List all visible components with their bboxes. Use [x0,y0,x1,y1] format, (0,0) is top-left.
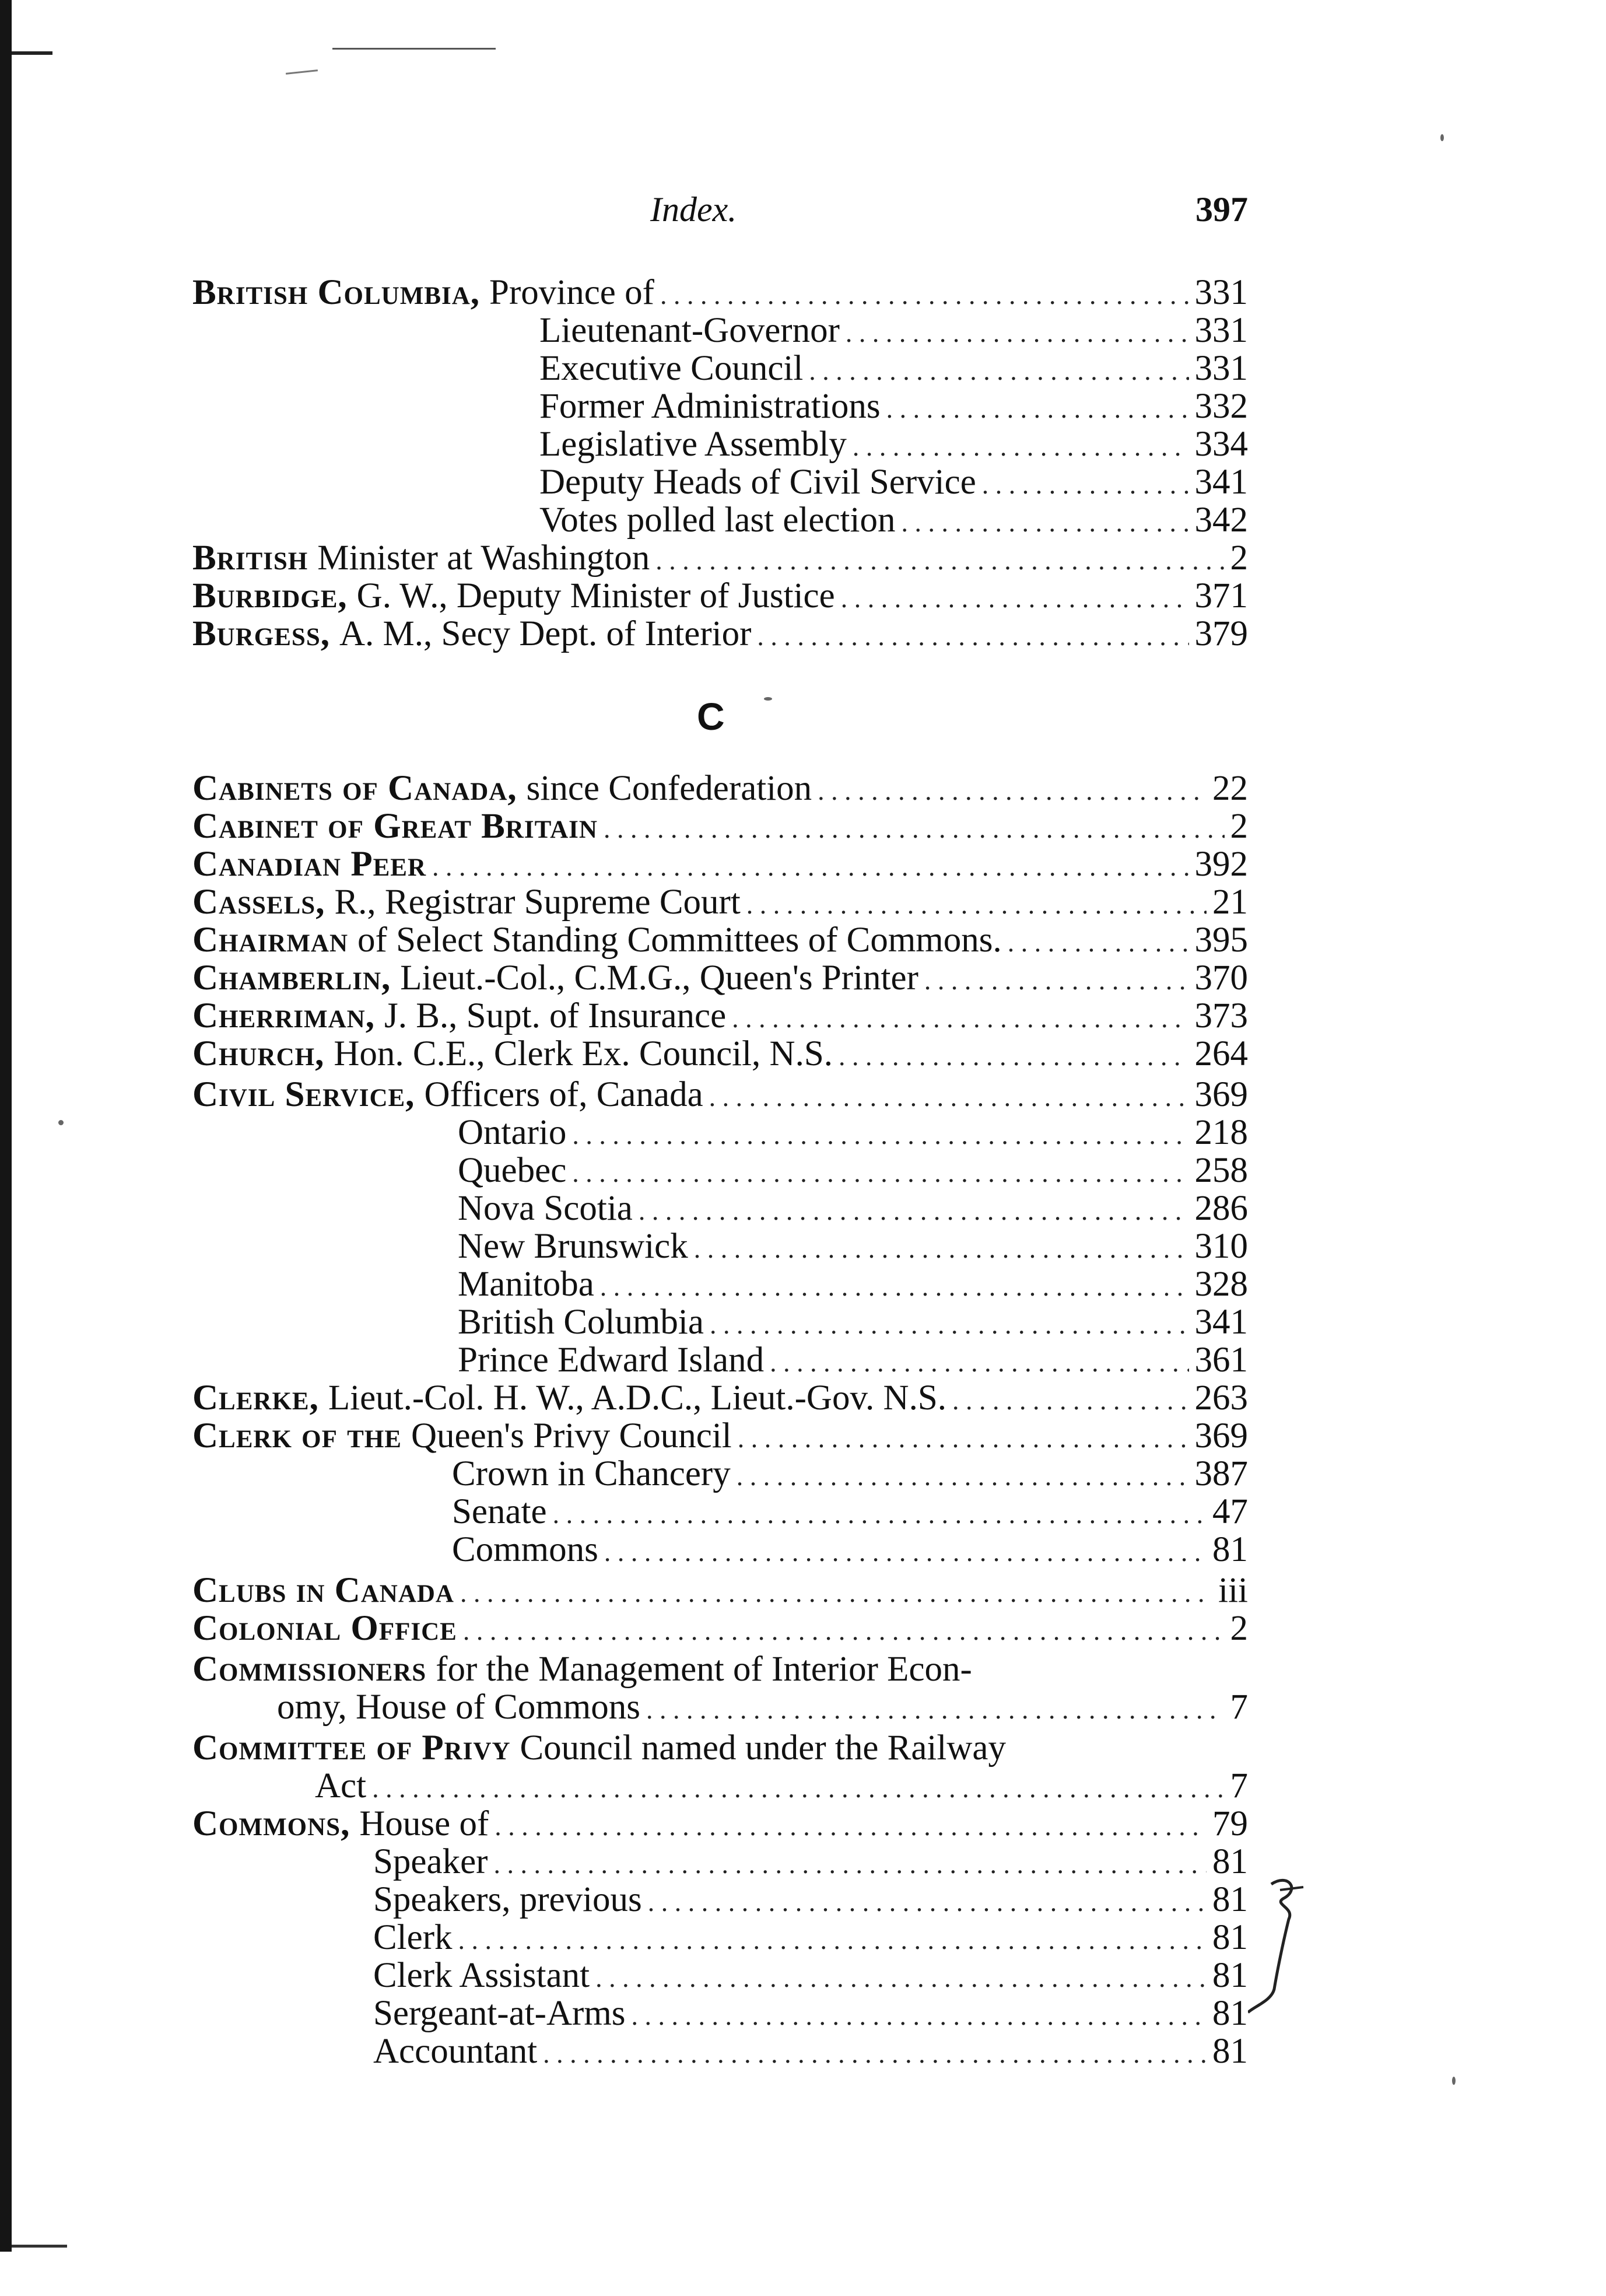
entry-page-number: 2 [1230,1609,1248,1648]
entry-text: Ontario [458,1113,567,1152]
entry-text: Deputy Heads of Civil Service [539,463,976,502]
leader-dots [639,1192,1189,1230]
entry-text: Province of [489,273,654,312]
scan-speck [1452,2077,1456,2085]
entry-text: Votes polled last election [539,501,896,540]
entry-heading: Clerke, [192,1378,319,1418]
entry-text: Clerk Assistant [373,1956,590,1995]
entry-text: of Select Standing Committees of Commons. [357,921,1002,960]
entry-text: Accountant [373,2032,538,2071]
entry-heading: Colonial Office [192,1609,457,1648]
entry-text: Speakers, previous [373,1880,642,1919]
leader-dots [543,2035,1207,2073]
entry-page-number: 392 [1194,845,1248,884]
leader-dots [372,1770,1224,1807]
entry-heading: Commissioners [192,1650,427,1689]
index-entry [192,998,1248,1035]
entry-text: Speaker [373,1842,488,1881]
entry-page-number: 7 [1230,1766,1248,1805]
leader-dots [604,1534,1207,1571]
running-title: Index. [650,190,737,229]
index-entry [458,1266,1248,1303]
leader-dots [553,1496,1207,1533]
leader-dots [732,1000,1188,1037]
entry-heading: Cabinet of Great Britain [192,807,598,846]
index-entry [539,502,1248,539]
entry-text: Former Administrations [539,387,881,426]
entry-page-number: 7 [1230,1688,1248,1727]
entry-heading: Canadian Peer [192,845,427,884]
entry-page-number: 369 [1194,1075,1248,1114]
index-entry [192,808,1248,845]
entry-page-number: 2 [1230,538,1248,578]
index-entry [192,770,1248,807]
leader-dots [952,1382,1188,1419]
index-entry [458,1152,1248,1189]
leader-dots [646,1691,1225,1728]
index-entry [192,1380,1248,1417]
leader-dots [432,848,1188,886]
entry-heading: Cherriman, [192,996,375,1035]
leader-dots [648,1884,1207,1921]
index-entry [192,1035,1248,1073]
entry-page-number: 332 [1194,387,1248,426]
index-entry [192,578,1248,615]
index-entry [458,1342,1248,1379]
handwritten-mark [1248,1873,1370,2018]
entry-heading: Cabinets of Canada, [192,769,517,808]
leader-dots [853,428,1189,466]
index-entry [192,1730,1248,1767]
entry-page-number: 341 [1194,463,1248,502]
leader-dots [738,1420,1189,1457]
entry-page-number: 81 [1212,1880,1248,1919]
leader-dots [460,1574,1212,1612]
index-entry [192,922,1248,959]
entry-page-number: 373 [1194,996,1248,1035]
index-entry [539,464,1248,501]
index-entry [539,312,1248,349]
entry-heading: Burgess, [192,614,330,653]
entry-text: Lieut.-Col. H. W., A.D.C., Lieut.-Gov. N.S. [328,1378,947,1418]
leader-dots [572,1116,1188,1154]
leader-dots [458,1922,1207,1959]
entry-page-number: 370 [1194,958,1248,998]
entry-text: since Confederation [526,769,812,808]
entry-page-number: 341 [1194,1303,1248,1342]
leader-dots [757,618,1188,655]
entry-page-number: 387 [1194,1454,1248,1493]
entry-page-number: 310 [1194,1227,1248,1266]
index-entry [192,540,1248,577]
scan-speck [764,697,772,701]
entry-heading: Clerk of the [192,1416,402,1455]
index-entry [373,1843,1248,1881]
entry-page-number: 2 [1230,807,1248,846]
entry-text: R., Registrar Supreme Court [334,883,741,922]
entry-page-number: 81 [1212,1956,1248,1995]
index-entry [452,1493,1248,1531]
index-entry [373,2033,1248,2070]
entry-heading: Committee of Privy [192,1728,511,1768]
leader-dots [737,1458,1189,1495]
entry-page-number: 371 [1194,576,1248,615]
index-entry [192,960,1248,997]
entry-heading: Chamberlin, [192,958,391,998]
entry-text: A. M., Secy Dept. of Interior [339,614,752,653]
index-entry [539,426,1248,463]
section-letter: C [697,695,725,738]
entry-page-number: 331 [1194,311,1248,350]
entry-page-number: 79 [1212,1804,1248,1843]
index-entry [373,1957,1248,1994]
leader-dots [841,580,1189,617]
binding-mark [12,51,52,55]
entry-page-number: 47 [1212,1492,1248,1531]
entry-page-number: 81 [1212,1994,1248,2033]
entry-heading: Commons, [192,1804,350,1843]
entry-page-number: 331 [1194,349,1248,388]
index-entry [539,388,1248,425]
entry-heading: Clubs in Canada [192,1571,454,1610]
entry-heading: British [192,538,308,578]
entry-page-number: 334 [1194,425,1248,464]
leader-dots [572,1154,1188,1192]
entry-text: Lieut.-Col., C.M.G., Queen's Printer [400,958,918,998]
entry-page-number: 258 [1194,1151,1248,1190]
entry-text: Quebec [458,1151,567,1190]
index-entry [192,274,1248,312]
entry-text: for the Management of Interior Econ- [436,1650,972,1689]
entry-page-number: 81 [1212,1530,1248,1569]
index-entry [458,1228,1248,1265]
index-entry [192,1651,1248,1688]
index-entry [277,1689,1248,1726]
scan-mark [286,69,318,75]
leader-dots [463,1612,1225,1650]
binding-edge [0,0,12,2252]
leader-dots [495,1808,1207,1845]
entry-page-number: 218 [1194,1113,1248,1152]
index-entry [373,1881,1248,1919]
leader-dots [600,1268,1189,1306]
leader-dots [809,352,1188,390]
entry-text: Lieutenant-Governor [539,311,840,350]
entry-page-number: 379 [1194,614,1248,653]
entry-text: Hon. C.E., Clerk Ex. Council, N.S. [334,1034,833,1073]
entry-page-number: 264 [1194,1034,1248,1073]
leader-dots [746,886,1207,923]
entry-page-number: 263 [1194,1378,1248,1418]
entry-text: Prince Edward Island [458,1340,765,1380]
leader-dots [982,466,1189,503]
entry-text: Sergeant-at-Arms [373,1994,626,2033]
entry-text: Crown in Chancery [452,1454,731,1493]
scan-speck [1440,134,1444,141]
entry-page-number: 286 [1194,1189,1248,1228]
index-entry [192,1076,1248,1114]
entry-page-number: 22 [1212,769,1248,808]
entry-text: omy, House of Commons [277,1688,640,1727]
index-entry [192,1610,1248,1647]
leader-dots [694,1230,1189,1268]
entry-text: New Brunswick [458,1227,688,1266]
entry-page-number: 342 [1194,501,1248,540]
entry-heading: Cassels, [192,883,325,922]
entry-text: Senate [452,1492,547,1531]
entry-text: Council named under the Railway [520,1728,1006,1768]
index-entry [315,1768,1248,1805]
entry-page-number: 331 [1194,273,1248,312]
leader-dots [655,542,1224,579]
entry-heading: Church, [192,1034,325,1073]
index-entry [452,1531,1248,1569]
leader-dots [710,1306,1189,1343]
index-entry [458,1114,1248,1152]
entry-heading: Civil Service, [192,1075,415,1114]
entry-page-number: 328 [1194,1265,1248,1304]
index-entry [192,884,1248,921]
entry-text: G. W., Deputy Minister of Justice [356,576,835,615]
entry-text: Legislative Assembly [539,425,847,464]
entry-text: Act [315,1766,367,1805]
index-entry [192,1805,1248,1843]
binding-mark [12,2245,67,2248]
scan-speck [58,1120,64,1125]
entry-heading: British Columbia, [192,273,481,312]
index-entry [192,1418,1248,1455]
leader-dots [839,1038,1188,1075]
entry-text: House of [359,1804,489,1843]
entry-page-number: 81 [1212,2032,1248,2071]
leader-dots [886,390,1189,428]
index-entry [458,1304,1248,1341]
leader-dots [493,1846,1207,1883]
entry-text: Commons [452,1530,598,1569]
page-header [192,190,1248,236]
leader-dots [604,810,1225,848]
entry-text: Nova Scotia [458,1189,633,1228]
leader-dots [632,1997,1207,2035]
leader-dots [924,962,1189,999]
index-entry [373,1919,1248,1957]
leader-dots [770,1344,1188,1381]
entry-page-number: 81 [1212,1918,1248,1957]
entry-text: Manitoba [458,1265,594,1304]
entry-heading: Chairman [192,921,349,960]
leader-dots [709,1079,1189,1116]
leader-dots [901,504,1188,541]
entry-page-number: 395 [1194,921,1248,960]
index-entry [192,1572,1248,1609]
leader-dots [846,314,1189,352]
index-entry [458,1190,1248,1227]
index-entry [192,846,1248,883]
entry-page-number: 21 [1212,883,1248,922]
entry-page-number: 81 [1212,1842,1248,1881]
entry-text: Queen's Privy Council [411,1416,732,1455]
page-number: 397 [1195,190,1248,229]
entry-heading: Burbidge, [192,576,348,615]
entry-page-number: iii [1218,1571,1248,1610]
index-entry [452,1455,1248,1493]
leader-dots [818,772,1207,810]
entry-text: Minister at Washington [317,538,650,578]
index-entry [192,615,1248,653]
leader-dots [595,1959,1207,1997]
entry-text: British Columbia [458,1303,704,1342]
entry-text: Officers of, Canada [424,1075,703,1114]
entry-text: Executive Council [539,349,804,388]
entry-page-number: 361 [1194,1340,1248,1380]
entry-page-number: 369 [1194,1416,1248,1455]
entry-text: J. B., Supt. of Insurance [384,996,727,1035]
index-entry [373,1995,1248,2032]
scan-rule [332,48,496,50]
leader-dots [1008,924,1189,961]
entry-text: Clerk [373,1918,453,1957]
leader-dots [660,276,1189,314]
index-entry [539,350,1248,387]
